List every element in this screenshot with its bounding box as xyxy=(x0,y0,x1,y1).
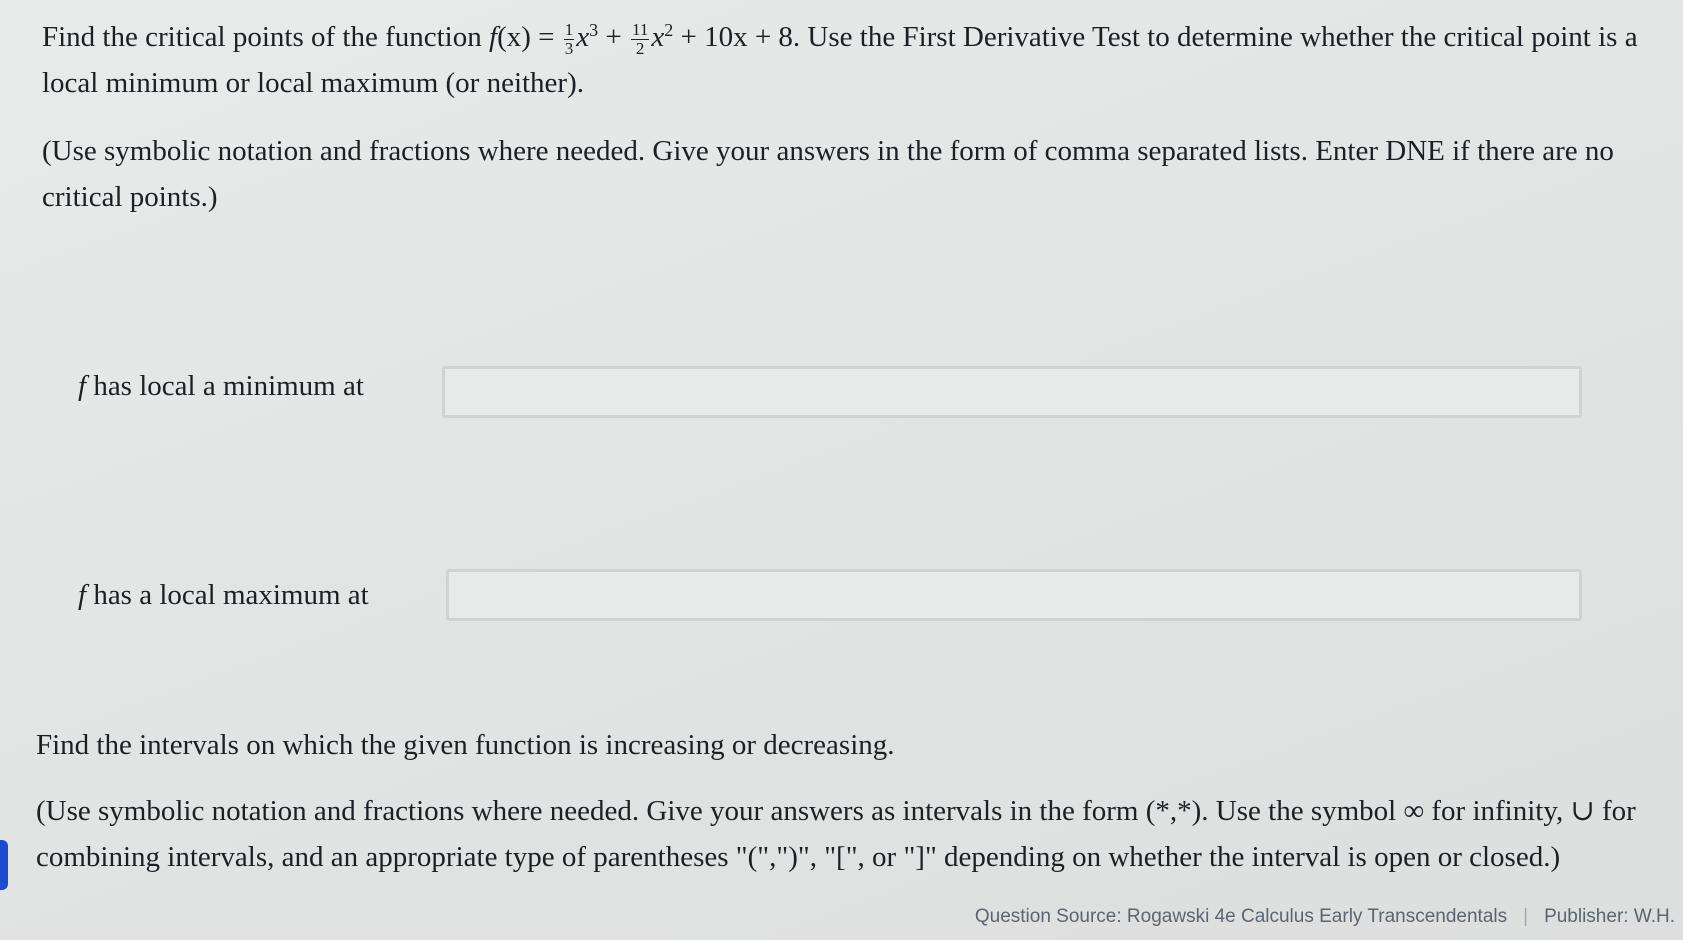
label-text: has a local maximum at xyxy=(86,579,369,611)
exponent: 3 xyxy=(589,20,599,41)
local-minimum-input[interactable] xyxy=(442,366,1582,418)
function-name: f xyxy=(78,370,87,402)
exponent: 2 xyxy=(664,20,674,41)
fraction-denominator: 3 xyxy=(564,38,574,58)
local-minimum-label xyxy=(78,366,364,406)
fraction-eleven-halves xyxy=(631,21,649,58)
prompt-text: Find the critical points of the function xyxy=(42,21,489,53)
side-indicator xyxy=(0,840,8,890)
question1-prompt xyxy=(42,14,1642,106)
function-argument: (x) = xyxy=(497,21,562,53)
source-text: Question Source: Rogawski 4e Calculus Early Transcendentals xyxy=(974,906,1508,927)
fraction-one-third xyxy=(564,21,575,58)
publisher-text: Publisher: W.H. xyxy=(1544,906,1675,927)
question-source xyxy=(975,906,1675,928)
variable-x: x xyxy=(576,21,590,53)
separator: | xyxy=(1523,906,1529,927)
function-name: f xyxy=(489,21,498,53)
label-text: has local a minimum at xyxy=(86,370,364,402)
question2-instructions: (Use symbolic notation and fractions where needed. Give your answers as intervals in the form (*,*). Use the symbol ∞ for infinity, ∪ for combining intervals, and an appropriate type of parentheses "(",")", "[", or "]" depending on whether the interval is open or closed.) xyxy=(36,795,1636,873)
fraction-numerator: 1 xyxy=(564,19,574,39)
fraction-numerator: 11 xyxy=(631,19,649,39)
local-maximum-input[interactable] xyxy=(446,569,1582,621)
variable-x: x xyxy=(651,21,665,53)
question1-instructions: (Use symbolic notation and fractions where needed. Give your answers in the form of comma separated lists. Enter DNE if there are no critical points.) xyxy=(42,135,1614,213)
question2-prompt: Find the intervals on which the given function is increasing or decreasing. xyxy=(36,729,895,761)
plus-sign: + xyxy=(598,21,629,53)
fraction-denominator: 2 xyxy=(635,38,645,58)
function-name: f xyxy=(78,579,87,611)
local-maximum-label xyxy=(78,575,369,615)
prompt-text-rest: + 10x + 8. Use the First Derivative Test to determine whether the critical point is a local minimum or local maximum (or neither). xyxy=(42,21,1638,99)
